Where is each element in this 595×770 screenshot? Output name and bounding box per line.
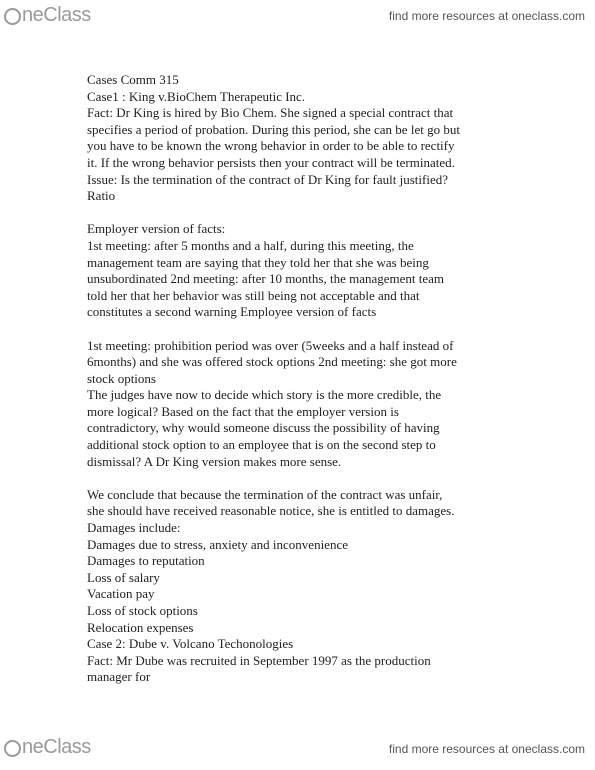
text-line: Case 2: Dube v. Volcano Techonologies	[87, 636, 294, 652]
text-line: Relocation expenses	[87, 619, 194, 635]
header-resources-link[interactable]: find more resources at oneclass.com	[388, 9, 585, 23]
text-line: 6months) and she was offered stock options 2nd meeting: she got more	[87, 354, 457, 370]
page-header	[0, 0, 595, 34]
logo-text: neClass	[22, 4, 91, 26]
text-line: additional stock option to an employee that is on the second step to	[87, 437, 436, 453]
text-line: manager for	[87, 669, 151, 685]
oneclass-o-icon	[4, 740, 21, 757]
oneclass-o-icon	[4, 8, 21, 25]
text-line: We conclude that because the termination of the contract was unfair,	[87, 486, 443, 502]
text-line: you have to be known the wrong behavior in order to be able to rectify	[87, 138, 455, 154]
text-line: specifies a period of probation. During this period, she can be let go but	[87, 121, 460, 137]
text-line: she should have received reasonable notice, she is entitled to damages.	[87, 503, 455, 519]
text-line: unsubordinated 2nd meeting: after 10 months, the management team	[87, 271, 445, 287]
text-line: contradictory, why would someone discuss the possibility of having	[87, 420, 440, 436]
text-line: Issue: Is the termination of the contract of Dr King for fault justified?	[87, 171, 449, 187]
text-line: told her that her behavior was still being not acceptable and that	[87, 287, 420, 303]
text-line: Fact: Mr Dube was recruited in September 1997 as the production	[87, 652, 431, 668]
paragraph-gap	[87, 205, 557, 222]
text-line: Ratio	[87, 188, 116, 204]
text-line: Damages due to stress, anxiety and inconvenience	[87, 536, 348, 552]
text-line: more logical? Based on the fact that the employer version is	[87, 403, 399, 419]
document-body	[87, 72, 557, 686]
text-line: Cases Comm 315	[87, 72, 179, 87]
text-line: Fact: Dr King is hired by Bio Chem. She signed a special contract that	[87, 105, 454, 121]
page-footer	[0, 730, 595, 770]
text-line: Loss of salary	[87, 569, 160, 585]
oneclass-logo-footer[interactable]	[4, 736, 91, 759]
paragraph-gap	[87, 470, 557, 487]
footer-resources-link[interactable]: find more resources at oneclass.com	[388, 742, 585, 756]
text-line: Loss of stock options	[87, 603, 198, 618]
text-line: dismissal? A Dr King version makes more sense.	[87, 453, 342, 469]
text-line: management team are saying that they told her that she was being	[87, 254, 429, 270]
text-line: Vacation pay	[87, 586, 155, 602]
text-line: 1st meeting: prohibition period was over (5weeks and a half instead of	[87, 337, 454, 353]
text-line: it. If the wrong behavior persists then your contract will be terminated.	[87, 154, 455, 170]
text-line: 1st meeting: after 5 months and a half, during this meeting, the	[87, 237, 414, 253]
paragraph-gap	[87, 321, 557, 338]
oneclass-logo[interactable]	[4, 4, 91, 27]
logo-text: neClass	[22, 736, 91, 758]
text-line: Damages include:	[87, 520, 181, 536]
text-line: The judges have now to decide which story is the more credible, the	[87, 387, 442, 403]
text-line: Employer version of facts:	[87, 221, 226, 237]
text-line: constitutes a second warning Employee version of facts	[87, 304, 377, 320]
text-line: Damages to reputation	[87, 553, 205, 569]
text-line: stock options	[87, 370, 156, 386]
text-line: Case1 : King v.BioChem Therapeutic Inc.	[87, 88, 306, 104]
